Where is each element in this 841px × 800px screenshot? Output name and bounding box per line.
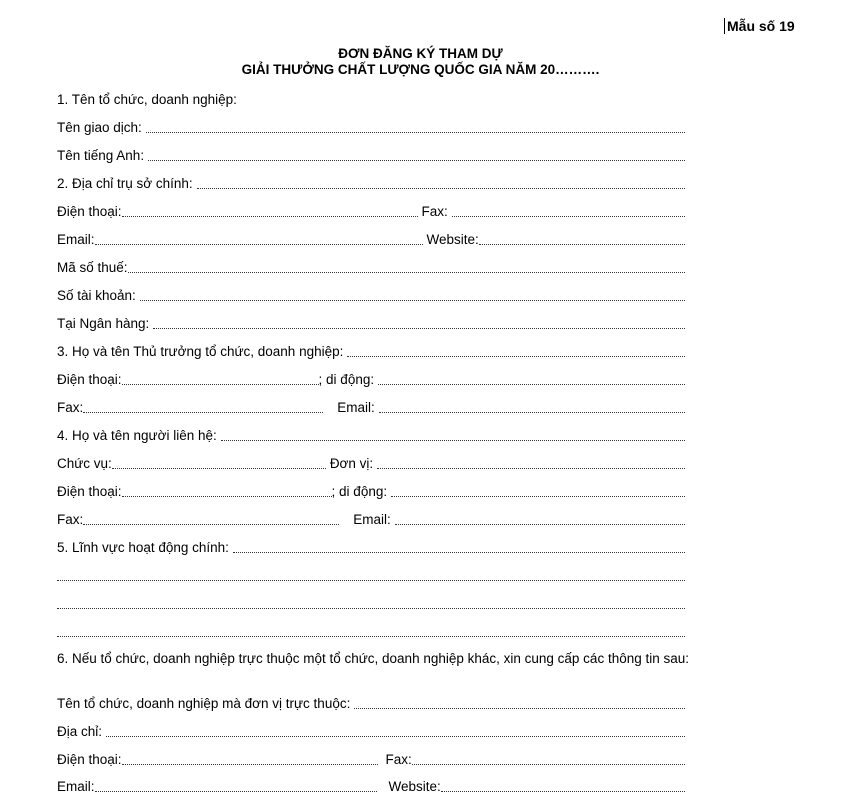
form-title: ĐƠN ĐĂNG KÝ THAM DỰ [338, 46, 503, 61]
tax-code-label: Mã số thuế: [57, 260, 128, 275]
email-label-2: Email: [337, 400, 375, 415]
mobile-field-2[interactable] [378, 384, 685, 385]
form-code: Mẫu số 19 [724, 18, 795, 34]
email-label-4: Email: [57, 779, 95, 794]
fax-field-1[interactable] [452, 216, 685, 217]
position-field[interactable] [112, 468, 326, 469]
website-field-1[interactable] [479, 244, 685, 245]
mobile-label-3: ; di động: [331, 484, 388, 499]
bank-field[interactable] [153, 328, 685, 329]
main-field-input-3[interactable] [57, 608, 685, 609]
phone-fax-row-1 [57, 202, 685, 220]
main-field-label: 5. Lĩnh vực hoạt động chính: [57, 540, 229, 555]
parent-address-row [57, 722, 685, 740]
fax-email-row-3 [57, 510, 685, 528]
head-name-field[interactable] [347, 356, 685, 357]
email-field-4[interactable] [95, 791, 377, 792]
parent-address-label: Địa chỉ: [57, 724, 103, 739]
phone-fax-row-4 [57, 750, 685, 768]
parent-name-label: Tên tổ chức, doanh nghiệp mà đơn vị trực thuộc: [57, 696, 351, 711]
email-website-row-4 [57, 777, 685, 795]
phone-label-3: Điện thoại: [57, 484, 122, 499]
phone-field-3[interactable] [122, 496, 332, 497]
fax-field-2[interactable] [83, 412, 323, 413]
account-row [57, 286, 685, 304]
phone-mobile-row-2 [57, 370, 685, 388]
main-field-input-4[interactable] [57, 636, 685, 637]
fax-label-3: Fax: [57, 512, 84, 527]
form-subtitle: GIẢI THƯỞNG CHẤT LƯỢNG QUỐC GIA NĂM 20………. [241, 62, 600, 77]
bank-row [57, 314, 685, 332]
parent-address-field[interactable] [106, 736, 685, 737]
mobile-label-2: ; di động: [318, 372, 375, 387]
contact-name-row [57, 426, 685, 444]
hq-address-row [57, 174, 685, 192]
phone-label-1: Điện thoại: [57, 204, 122, 219]
website-label-4: Website: [388, 779, 441, 794]
parent-name-row [57, 694, 685, 712]
parent-intro-paragraph: 6. Nếu tổ chức, doanh nghiệp trực thuộc một tổ chức, doanh nghiệp khác, xin cung cấp các thông tin sau: [57, 651, 690, 666]
unit-field[interactable] [377, 468, 685, 469]
email-website-row-1 [57, 230, 685, 248]
phone-field-4[interactable] [122, 764, 378, 765]
mobile-field-3[interactable] [391, 496, 685, 497]
english-name-field[interactable] [148, 160, 685, 161]
contact-name-label: 4. Họ và tên người liên hệ: [57, 428, 217, 443]
org-name-row [57, 90, 685, 108]
position-unit-row [57, 454, 685, 472]
tax-code-field[interactable] [128, 272, 685, 273]
main-field-row [57, 538, 685, 556]
website-label-1: Website: [426, 232, 479, 247]
main-field-input-2[interactable] [57, 580, 685, 581]
hq-address-field[interactable] [197, 188, 685, 189]
unit-label: Đơn vị: [329, 456, 374, 471]
email-label-3: Email: [353, 512, 391, 527]
org-name-label: 1. Tên tổ chức, doanh nghiệp: [57, 92, 237, 107]
account-label: Số tài khoản: [57, 288, 136, 303]
account-field[interactable] [140, 300, 685, 301]
parent-name-field[interactable] [354, 708, 685, 709]
phone-mobile-row-3 [57, 482, 685, 500]
fax-label-1: Fax: [421, 204, 448, 219]
phone-field-1[interactable] [122, 216, 418, 217]
phone-field-2[interactable] [122, 384, 319, 385]
main-field-line-3 [57, 594, 685, 612]
head-name-row [57, 342, 685, 360]
fax-field-3[interactable] [83, 524, 339, 525]
trade-name-field[interactable] [146, 132, 685, 133]
phone-label-2: Điện thoại: [57, 372, 122, 387]
head-name-label: 3. Họ và tên Thủ trưởng tổ chức, doanh nghiệp: [57, 344, 344, 359]
main-field-line-4 [57, 622, 685, 640]
email-field-1[interactable] [95, 244, 423, 245]
hq-address-label: 2. Địa chỉ trụ sở chính: [57, 176, 193, 191]
main-field-line-2 [57, 566, 685, 584]
email-label-1: Email: [57, 232, 95, 247]
english-name-row [57, 146, 685, 164]
fax-label-4: Fax: [385, 752, 412, 767]
trade-name-label: Tên giao dịch: [57, 120, 142, 135]
contact-name-field[interactable] [221, 440, 685, 441]
fax-field-4[interactable] [412, 764, 685, 765]
bank-label: Tại Ngân hàng: [57, 316, 150, 331]
english-name-label: Tên tiếng Anh: [57, 148, 145, 163]
fax-label-2: Fax: [57, 400, 84, 415]
tax-code-row [57, 258, 685, 276]
trade-name-row [57, 118, 685, 136]
main-field-input[interactable] [233, 552, 685, 553]
website-field-4[interactable] [441, 791, 685, 792]
fax-email-row-2 [57, 398, 685, 416]
email-field-3[interactable] [395, 524, 685, 525]
phone-label-4: Điện thoại: [57, 752, 122, 767]
email-field-2[interactable] [379, 412, 685, 413]
position-label: Chức vụ: [57, 456, 112, 471]
